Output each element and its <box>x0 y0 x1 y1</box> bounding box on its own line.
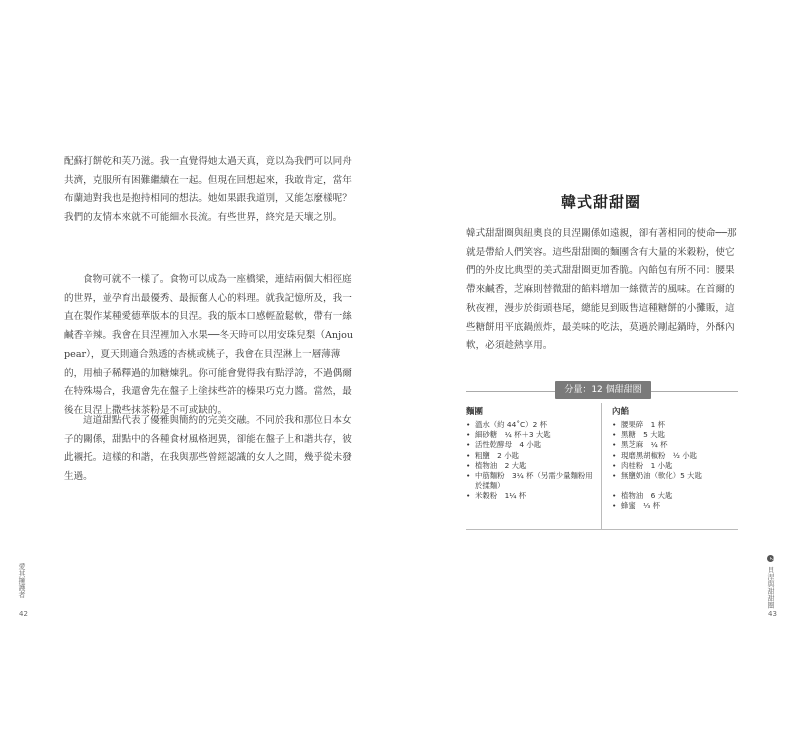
ingredient-item: • 黑糖 5 大匙 <box>612 430 742 440</box>
dough-heading: 麵團 <box>466 407 484 417</box>
chapter-marker: 2 <box>768 556 774 561</box>
right-running-head-text: 貝涅與甜甜圈 <box>767 566 775 609</box>
ingredient-item: • 活性乾酵母 4 小匙 <box>466 440 596 450</box>
left-running-head: 愛其擁護者 <box>18 563 26 598</box>
filling-list <box>612 420 742 512</box>
ingredient-item: • 蜂蜜 ⅓ 杯 <box>612 501 742 511</box>
left-paragraph-3: 這道甜點代表了優雅與簡約的完美交融。不同於我和那位日本女子的關係，甜點中的各種食材風格迥異，卻能在盤子上和諧共存，彼此襯托。這樣的和諧，在我與那些曾經認識的女人之間，幾乎從未發生過。 <box>64 415 352 483</box>
right-page-number: 43 <box>768 610 777 618</box>
column-separator <box>601 403 602 529</box>
ingredient-item: • 溫水（約 44˚C）2 杯 <box>466 420 596 430</box>
filling-heading: 內餡 <box>612 407 630 417</box>
ingredient-item: • 米穀粉 1¼ 杯 <box>466 491 596 501</box>
dough-ingredients <box>466 405 596 502</box>
ingredient-item: • 腰果碎 1 杯 <box>612 420 742 430</box>
ingredient-item: • 植物油 2 大匙 <box>466 461 596 471</box>
recipe-title: 韓式甜甜圈 <box>560 193 641 211</box>
filling-ingredients <box>612 405 742 512</box>
ingredient-item: • 現磨黑胡椒粉 ½ 小匙 <box>612 451 742 461</box>
ingredient-item: • 黑芝麻 ¼ 杯 <box>612 440 742 450</box>
ingredient-item: • 中筋麵粉 3¼ 杯（另需少量麵粉用於揉麵） <box>466 471 596 491</box>
right-page <box>400 0 800 744</box>
ingredient-item: • 無鹽奶油（軟化）5 大匙 <box>612 471 742 481</box>
left-page-number: 42 <box>19 610 28 618</box>
left-paragraph-2: 食物可就不一樣了。食物可以成為一座橋梁，連結兩個大相徑庭的世界，並孕育出最優秀、最振奮人心的料理。就我記憶所及，我一直在製作某種愛德華版本的貝涅。我的版本口感輕盈鬆軟，帶有一絲鹹香辛辣。我會在貝涅裡加入水果──冬天時可以用安珠兒梨（Anjou pear），夏天則適合熟透的杏桃或桃子，我會在貝涅淋上一層薄薄的，用柚子稀釋過的加糖煉乳。你可能會覺得我有點浮誇，不過偶爾在特殊場合，我還會先在盤子上塗抹些許的榛果巧克力醬。當然，最後在貝涅上撒些抹茶粉是不可或缺的。 <box>64 274 354 416</box>
left-paragraph-1: 配蘇打餅乾和芙乃滋。我一直覺得她太過天真，竟以為我們可以同舟共濟，克服所有困難繼續在一起。但現在回想起來，我敢肯定，當年布蘭迪對我也是抱持相同的想法。她如果跟我道別，又能怎麼樣呢？我們的友情本來就不可能細水長流。有些世界，終究是天壤之別。 <box>64 156 352 224</box>
right-running-head <box>767 555 775 608</box>
ingredient-item: • 肉桂粉 1 小匙 <box>612 461 742 471</box>
dough-list <box>466 420 596 502</box>
ingredient-item: • 粗鹽 2 小匙 <box>466 451 596 461</box>
recipe-intro: 韓式甜甜圈與紐奧良的貝涅關係如遠親，卻有著相同的使命──那就是帶給人們笑容。這些甜甜圈的麵團含有大量的米穀粉，使它們的外皮比典型的美式甜甜圈更加香脆。內餡包有所不同：腰果帶來鹹香，芝麻則替微甜的餡料增加一絲微苦的風味。在首爾的秋夜裡，漫步於街頭巷尾，總能見到販售這種糖餅的小攤販，這些糖餅用平底鍋煎炸，最美味的吃法，莫過於剛起鍋時，外酥內軟，必須趁熱享用。 <box>466 228 737 352</box>
yield-badge: 分量：12 個甜甜圈 <box>555 381 651 399</box>
ingredient-item: • 植物油 6 大匙 <box>612 491 742 501</box>
ingredient-item: • 細砂糖 ¼ 杯＋3 大匙 <box>466 430 596 440</box>
ingredients-bottom-rule <box>466 529 738 530</box>
